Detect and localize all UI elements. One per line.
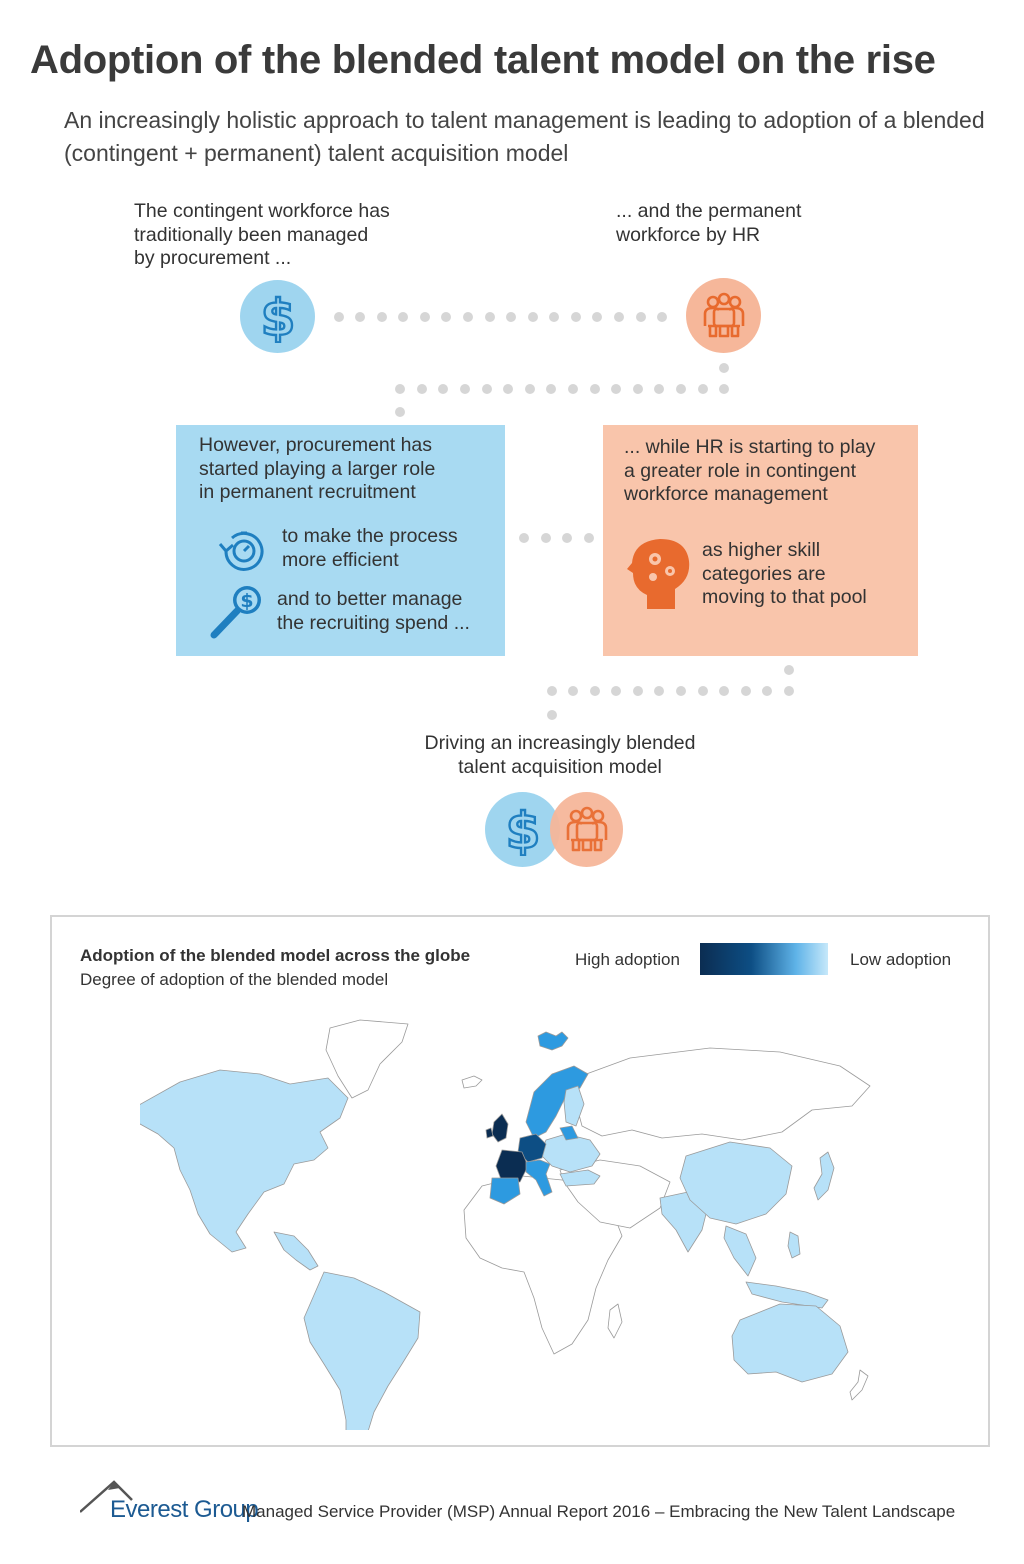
map-svalbard xyxy=(538,1032,568,1050)
map-southeast-asia xyxy=(724,1226,756,1276)
procurement-intro-text: The contingent workforce has traditionally been managed by procurement ... xyxy=(134,200,390,269)
procurement-point-efficiency: to make the process more efficient xyxy=(282,525,458,571)
legend-gradient-bar xyxy=(700,943,828,975)
hr-box xyxy=(603,425,918,656)
people-icon xyxy=(559,802,615,858)
map-subtitle: Degree of adoption of the blended model xyxy=(80,970,389,989)
footer-report-title: Managed Service Provider (MSP) Annual Report 2016 – Embracing the New Talent Landscape xyxy=(242,1502,956,1521)
hr-point-skills: as higher skill categories are moving to that pool xyxy=(702,539,867,608)
map-greenland xyxy=(326,1020,408,1098)
map-japan xyxy=(814,1152,834,1200)
hr-intro-text: ... and the permanent workforce by HR xyxy=(616,200,802,246)
map-new-zealand xyxy=(850,1370,868,1400)
procurement-box-heading: However, procurement has started playing a larger role in permanent recruitment xyxy=(199,434,436,503)
stopwatch-icon xyxy=(216,525,270,573)
brain-gear-icon xyxy=(627,535,691,611)
svg-text:$: $ xyxy=(240,590,254,612)
map-south-america xyxy=(304,1272,420,1430)
procurement-box xyxy=(176,425,505,656)
blended-people-circle xyxy=(550,792,623,867)
dollar-icon xyxy=(501,804,545,856)
hr-box-heading: ... while HR is starting to play a greater role in contingent workforce management xyxy=(624,436,876,505)
page-title: Adoption of the blended talent model on the rise xyxy=(30,38,936,82)
map-madagascar xyxy=(608,1304,622,1338)
map-north-america xyxy=(140,1070,348,1252)
map-philippines xyxy=(788,1232,800,1258)
map-title: Adoption of the blended model across the globe xyxy=(80,946,471,965)
footer-brand: Everest Group xyxy=(110,1496,259,1523)
map-uk xyxy=(492,1114,508,1142)
map-australia xyxy=(732,1304,848,1382)
legend-low-label: Low adoption xyxy=(850,950,952,969)
svg-text:$: $ xyxy=(505,803,540,856)
map-ireland xyxy=(486,1128,493,1138)
svg-text:$: $ xyxy=(260,290,295,343)
map-russia xyxy=(570,1048,870,1140)
map-iceland xyxy=(462,1076,482,1088)
page-subtitle: An increasingly holistic approach to talent management is leading to adoption of a blended (contingent + permanent) talent acquisition model xyxy=(64,107,985,166)
procurement-point-spend: and to better manage the recruiting spend ... xyxy=(277,588,470,634)
result-text: Driving an increasingly blended talent acquisition model xyxy=(424,732,696,778)
map-central-america xyxy=(274,1232,318,1270)
world-map xyxy=(140,1010,910,1430)
blended-dollar-circle xyxy=(485,792,560,867)
dollar-magnifier-icon xyxy=(208,583,270,643)
legend-high-label: High adoption xyxy=(575,950,680,969)
